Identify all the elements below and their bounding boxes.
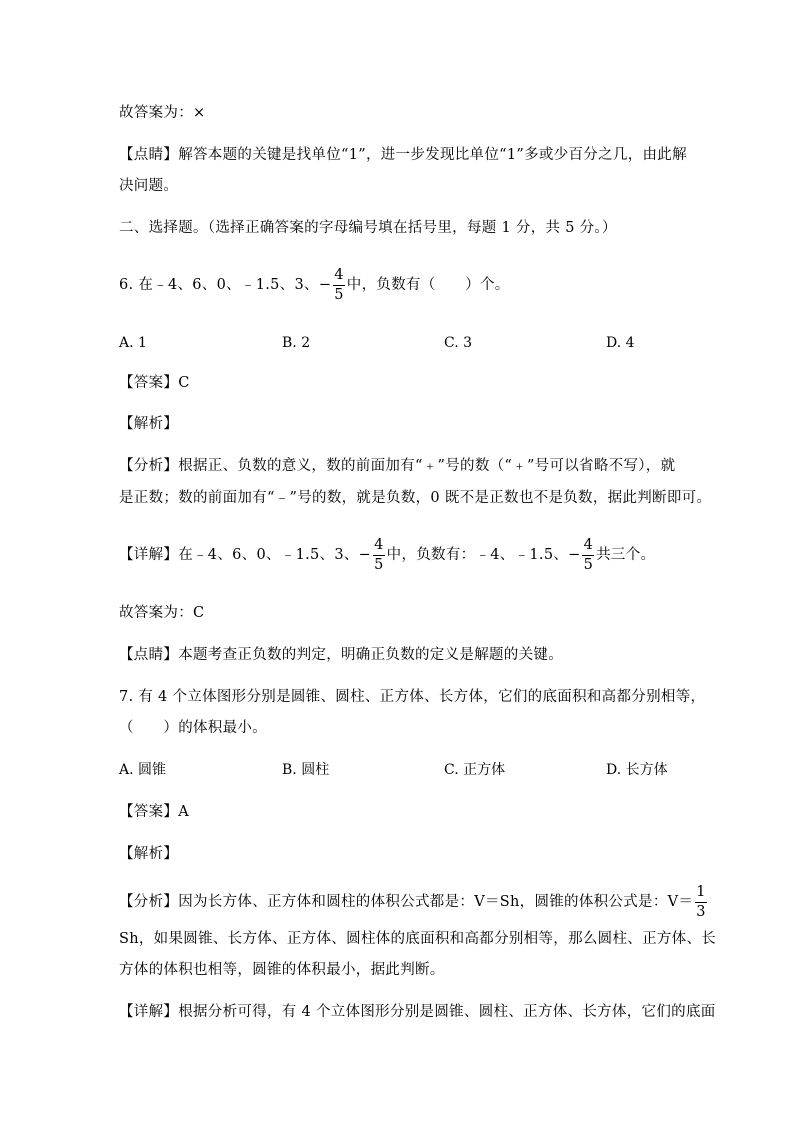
q5-answer-line: 故答案为：× [119,105,206,121]
q7-analysis-tag: 【解析】 [119,846,179,862]
minus-sign: − [358,547,372,563]
xiangjie-pre: 在﹣4、6、0、﹣1.5、3、 [178,547,359,563]
fraction-denominator: 3 [696,903,706,920]
xiangjie-tag: 【详解】 [119,547,179,563]
q6-question-pre: 6. 在﹣4、6、0、﹣1.5、3、 [119,277,319,293]
q6-answer [119,373,190,393]
minus-sign: − [568,547,581,563]
q7-fenxi-cont: Sh，如果圆锥、长方体、正方体、圆柱体的底面积和高都分别相等，那么圆柱、正方体、长 [119,931,717,947]
q7-fenxi [119,882,709,922]
xiangjie-post: 共三个。 [596,547,656,563]
fraction-4-5 [332,268,346,302]
q6-xiangjie [119,535,655,575]
q7-option-a: A. 圆锥 [119,762,167,778]
fenxi-tag: 【分析】 [119,894,179,910]
answer-value: A [178,804,189,820]
minus-sign: − [318,277,332,293]
q7-option-b: B. 圆柱 [282,762,330,778]
fraction-1-3 [694,885,708,919]
q6-tip [119,645,563,665]
xiangjie-tag: 【详解】 [119,1004,179,1020]
fenxi-tag: 【分析】 [119,458,179,474]
q6-option-d: D. 4 [606,335,635,351]
answer-value: C [178,375,190,391]
tip-text: 本题考查正负数的判定，明确正负数的定义是解题的关键。 [178,647,564,663]
answer-tag: 【答案】 [119,804,179,820]
q5-tip [119,145,687,165]
fenxi-text: 根据正、负数的意义，数的前面加有“﹢”号的数（“﹢”号可以省略不写），就 [178,458,676,474]
answer-tag: 【答案】 [119,375,179,391]
q6-final-answer: 故答案为：C [119,605,205,621]
xiangjie-text: 根据分析可得，有 4 个立体图形分别是圆锥、圆柱、正方体、长方体，它们的底面 [178,1004,716,1020]
q7-answer [119,802,189,822]
q6-question [119,265,510,305]
fraction-numerator: 4 [583,537,594,553]
q6-option-b: B. 2 [282,335,311,351]
q7-xiangjie [119,1002,716,1022]
fraction-numerator: 4 [374,537,384,553]
fraction-denominator: 5 [334,286,344,303]
fenxi-text: 因为长方体、正方体和圆柱的体积公式都是：V＝Sh，圆锥的体积公式是：V＝ [178,894,694,910]
q6-fenxi-cont: 是正数；数的前面加有“﹣”号的数，就是负数，0 既不是正数也不是负数，据此判断即可。 [119,490,712,506]
q6-option-c: C. 3 [444,335,473,351]
fraction-4-5 [372,538,386,572]
q7-question-cont: （ ）的体积最小。 [119,720,267,736]
q5-tip-cont: 决问题。 [119,178,179,194]
q7-option-d: D. 长方体 [606,762,668,778]
tip-tag: 【点睛】 [119,647,179,663]
fraction-numerator: 1 [696,884,706,900]
tip-text: 解答本题的关键是找单位“1”，进一步发现比单位“1”多或少百分之几，由此解 [178,147,687,163]
fraction-denominator: 5 [583,556,594,573]
q6-question-post: 中，负数有（ ）个。 [346,277,510,293]
q6-fenxi [119,456,675,476]
fraction-4-5 [582,538,596,572]
q6-option-a: A. 1 [119,335,147,351]
q7-option-c: C. 正方体 [444,762,506,778]
q7-fenxi-cont-2: 方体的体积也相等，圆锥的体积最小，据此判断。 [119,962,445,978]
fraction-denominator: 5 [374,556,384,573]
q7-question: 7. 有 4 个立体图形分别是圆锥、圆柱、正方体、长方体，它们的底面积和高都分别相等， [119,689,706,705]
q6-analysis-tag: 【解析】 [119,416,179,432]
section-heading: 二、选择题。（选择正确答案的字母编号填在括号里，每题 1 分，共 5 分。） [119,220,617,236]
fraction-numerator: 4 [334,267,344,283]
tip-tag: 【点睛】 [119,147,179,163]
xiangjie-mid: 中，负数有：﹣4、﹣1.5、 [386,547,569,563]
